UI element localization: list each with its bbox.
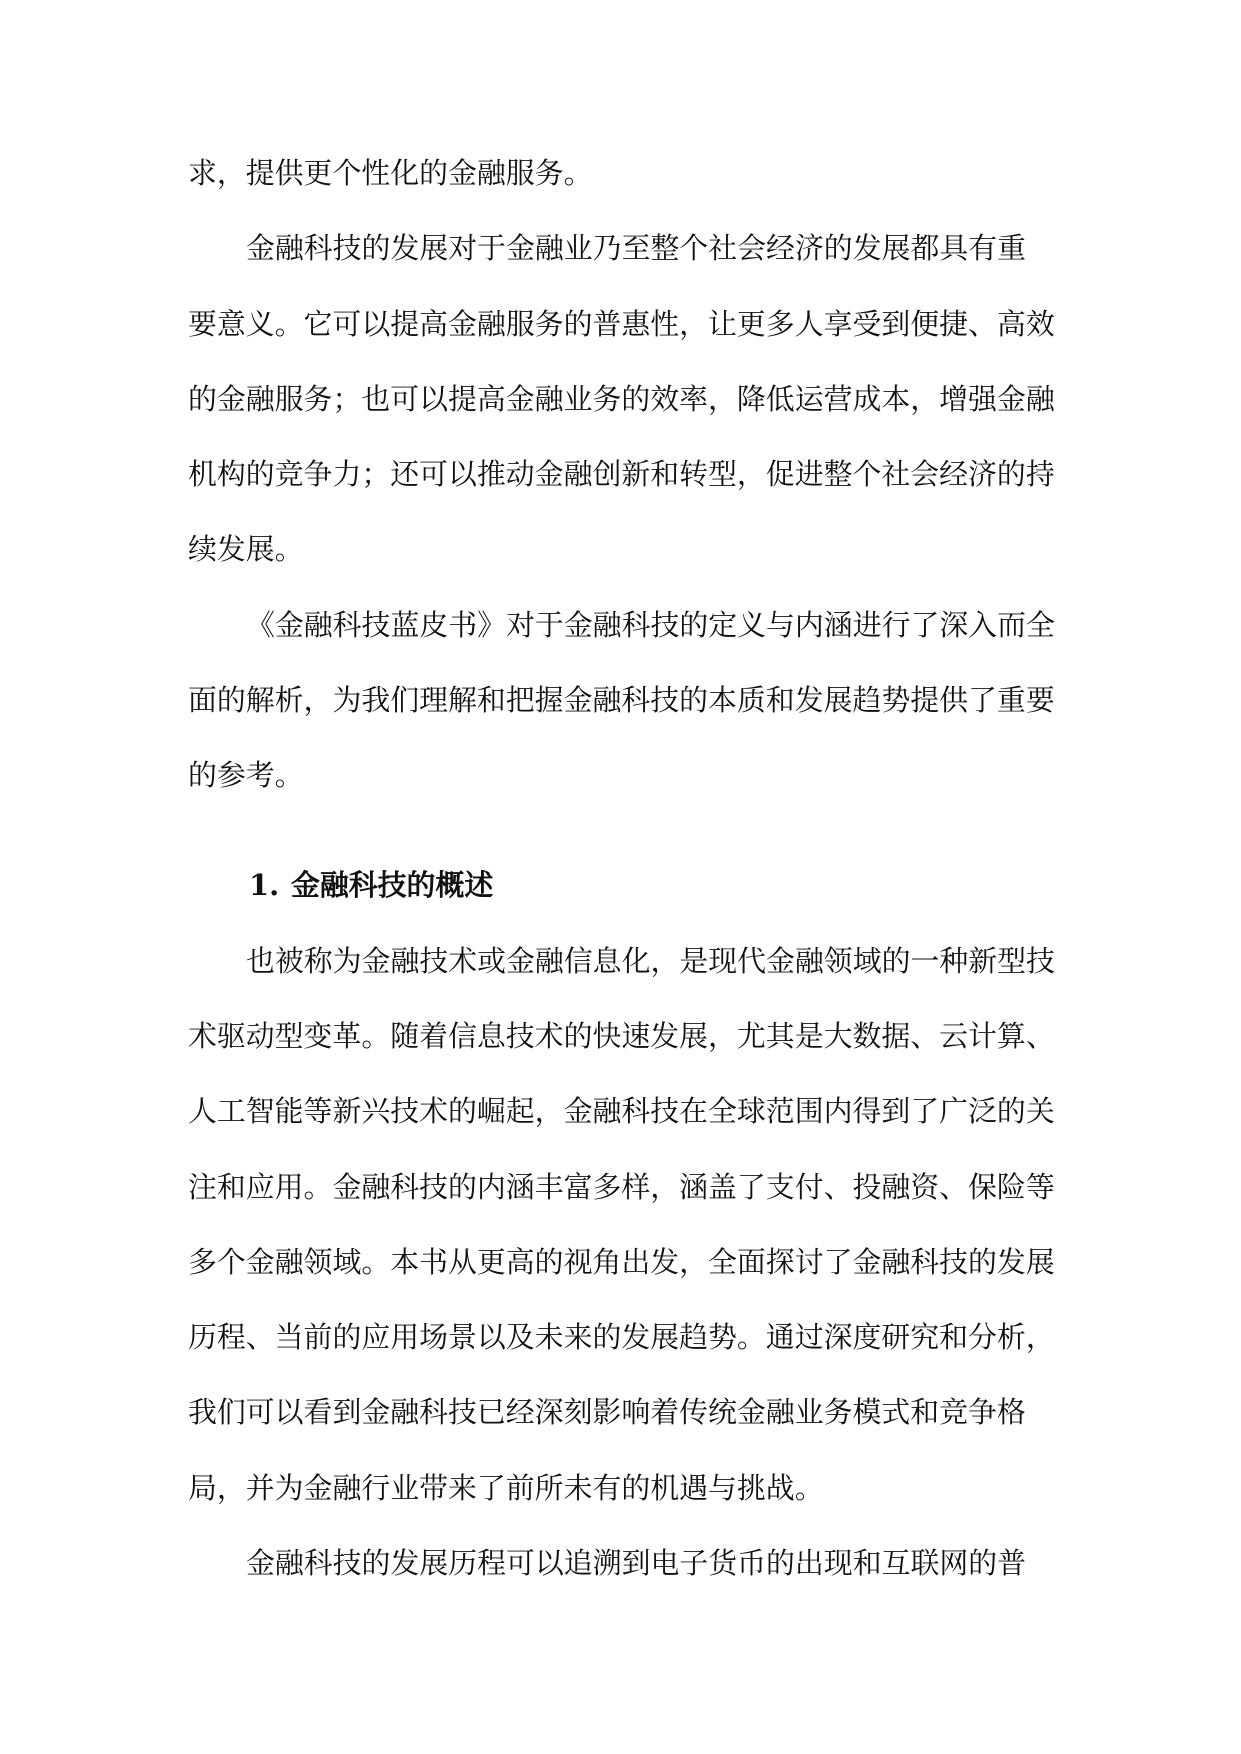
paragraph-overview bbox=[188, 924, 1068, 1526]
paragraph-line: 金融科技的发展对于金融业乃至整个社会经济的发展都具有重 bbox=[246, 231, 1027, 266]
paragraph-line: 续发展。 bbox=[188, 532, 304, 567]
paragraph-line: 注和应用。金融科技的内涵丰富多样，涵盖了支付、投融资、保险等 bbox=[188, 1169, 1055, 1204]
paragraph-significance bbox=[188, 211, 1068, 587]
paragraph-line: 也被称为金融技术或金融信息化，是现代金融领域的一种新型技 bbox=[246, 943, 1055, 978]
section-number: 1. bbox=[249, 868, 280, 903]
paragraph-line: 我们可以看到金融科技已经深刻影响着传统金融业务模式和竞争格 bbox=[188, 1395, 1026, 1430]
paragraph-line: 《金融科技蓝皮书》对于金融科技的定义与内涵进行了深入而全 bbox=[246, 607, 1055, 642]
paragraph-history bbox=[188, 1526, 1068, 1601]
section-heading bbox=[188, 848, 1241, 923]
paragraph-line: 局，并为金融行业带来了前所未有的机遇与挑战。 bbox=[188, 1470, 824, 1505]
paragraph-continued bbox=[188, 136, 1068, 211]
section-title: 金融科技的概述 bbox=[291, 868, 494, 903]
paragraph-bluebook bbox=[188, 588, 1068, 814]
paragraph-line: 的金融服务；也可以提高金融业务的效率，降低运营成本，增强金融 bbox=[188, 381, 1055, 416]
paragraph-line: 面的解析，为我们理解和把握金融科技的本质和发展趋势提供了重要 bbox=[188, 683, 1055, 718]
paragraph-line: 多个金融领域。本书从更高的视角出发，全面探讨了金融科技的发展 bbox=[188, 1244, 1055, 1279]
paragraph-line: 金融科技的发展历程可以追溯到电子货币的出现和互联网的普 bbox=[246, 1546, 1027, 1581]
paragraph-line: 历程、当前的应用场景以及未来的发展趋势。通过深度研究和分析， bbox=[188, 1320, 1055, 1355]
paragraph-line: 人工智能等新兴技术的崛起，金融科技在全球范围内得到了广泛的关 bbox=[188, 1094, 1055, 1129]
paragraph-line: 机构的竞争力；还可以推动金融创新和转型，促进整个社会经济的持 bbox=[188, 457, 1055, 492]
paragraph-line: 术驱动型变革。随着信息技术的快速发展，尤其是大数据、云计算、 bbox=[188, 1018, 1055, 1053]
paragraph-line: 求，提供更个性化的金融服务。 bbox=[188, 156, 593, 190]
paragraph-line: 的参考。 bbox=[188, 758, 304, 793]
paragraph-line: 要意义。它可以提高金融服务的普惠性，让更多人享受到便捷、高效 bbox=[188, 306, 1055, 341]
